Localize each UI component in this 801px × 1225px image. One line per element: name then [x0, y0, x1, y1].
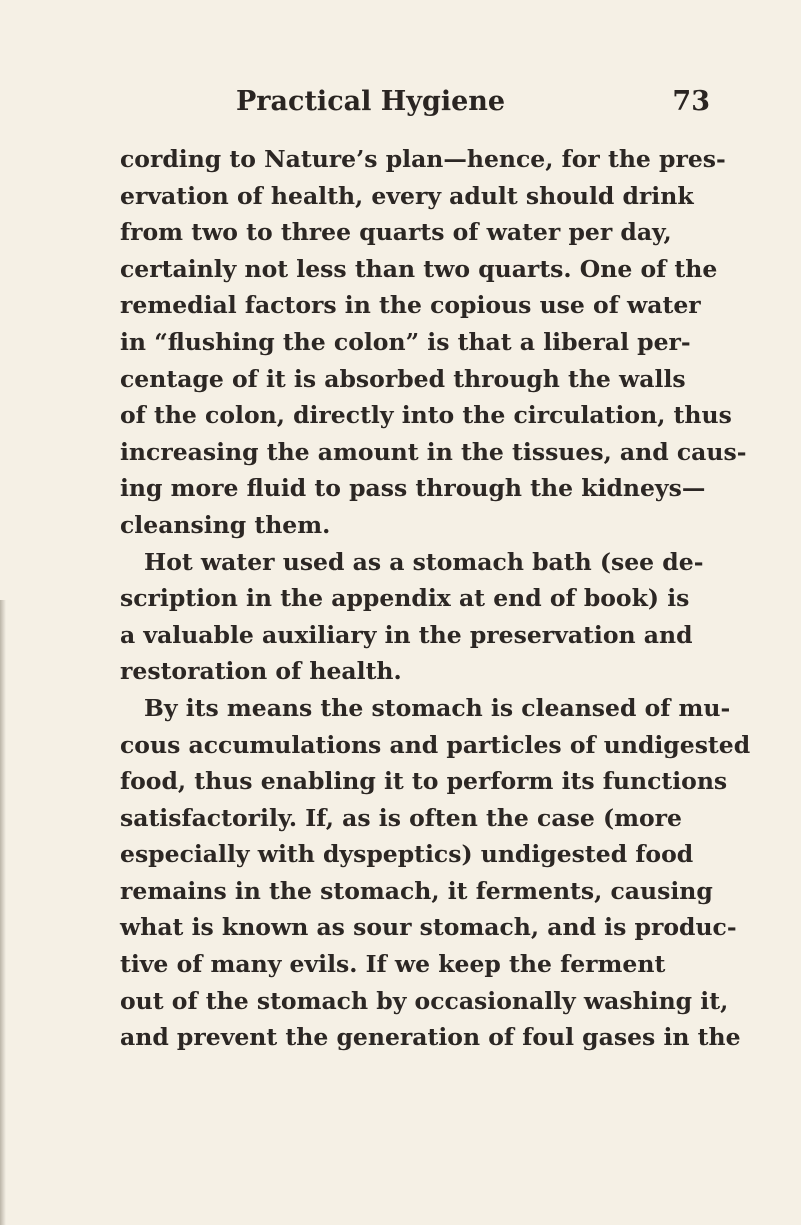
text-line: tive of many evils. If we keep the ferment — [120, 950, 666, 979]
text-line: from two to three quarts of water per day, — [120, 218, 672, 247]
text-line: cous accumulations and particles of undigested — [120, 730, 751, 759]
paragraph-start-line: By its means the stomach is cleansed of mu- — [144, 693, 731, 722]
text-line: ervation of health, every adult should drink — [120, 181, 694, 210]
text-line: satisfactorily. If, as is often the case (more — [120, 803, 682, 832]
paragraph-start-line: Hot water used as a stomach bath (see de- — [144, 547, 704, 576]
text-line: cleansing them. — [120, 510, 331, 539]
text-line: remains in the stomach, it ferments, causing — [120, 876, 713, 905]
text-line: ing more fluid to pass through the kidneys— — [120, 474, 706, 503]
text-line: certainly not less than two quarts. One of the — [120, 254, 718, 283]
text-line: scription in the appendix at end of book) is — [120, 584, 690, 613]
text-line: out of the stomach by occasionally washing it, — [120, 986, 729, 1015]
text-line: and prevent the generation of foul gases in the — [120, 1023, 741, 1052]
text-line: cording to Nature’s plan—hence, for the pres- — [120, 145, 726, 173]
text-line: especially with dyspeptics) undigested food — [120, 840, 694, 869]
text-line: food, thus enabling it to perform its functions — [120, 767, 728, 796]
text-line: centage of it is absorbed through the walls — [120, 364, 686, 393]
text-line: a valuable auxiliary in the preservation and — [120, 620, 693, 649]
text-line: of the colon, directly into the circulation, thus — [120, 401, 732, 430]
text-line: what is known as sour stomach, and is produc- — [120, 913, 737, 942]
body-text — [120, 141, 751, 1056]
text-line: remedial factors in the copious use of water — [120, 291, 701, 320]
running-head: Practical Hygiene — [236, 86, 506, 117]
text-line: in “flushing the colon” is that a liberal per- — [120, 327, 691, 356]
page-edge-shadow — [0, 600, 6, 1225]
text-line: increasing the amount in the tissues, and caus- — [120, 437, 747, 466]
page-number: 73 — [672, 86, 710, 117]
page-header — [120, 86, 710, 126]
text-line: restoration of health. — [120, 657, 402, 686]
